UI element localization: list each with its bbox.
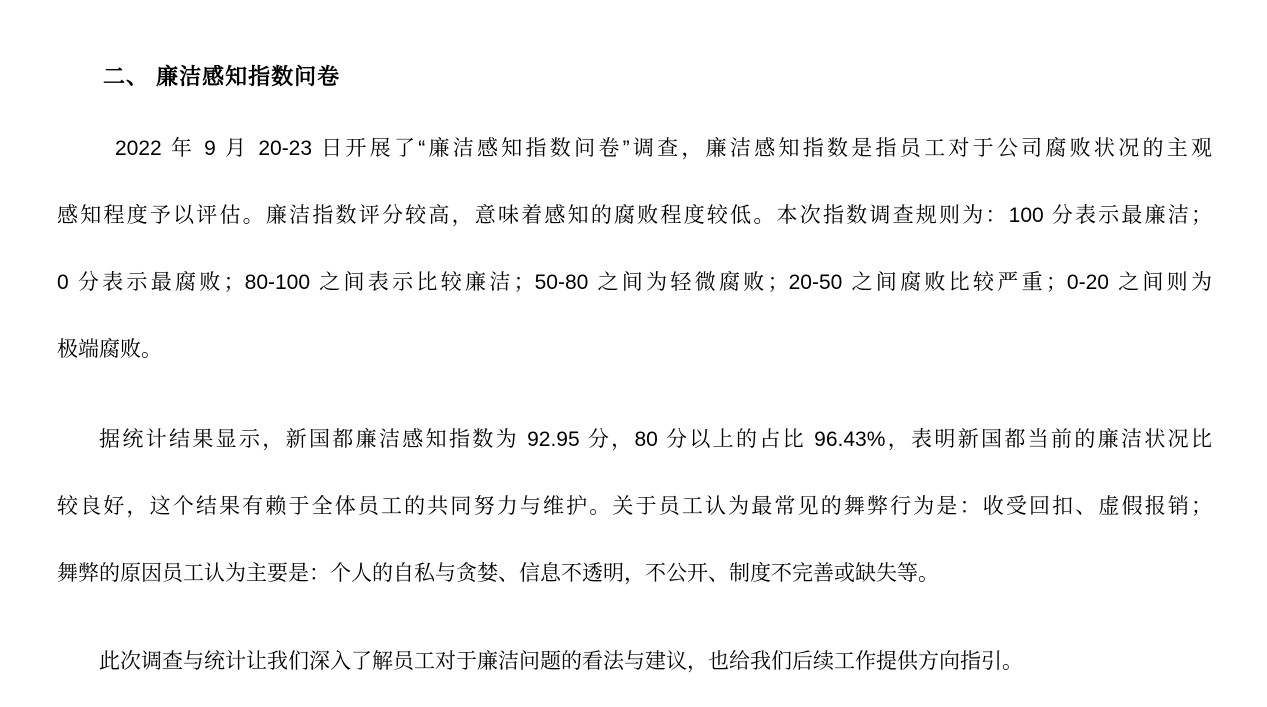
text-line: 较良好，这个结果有赖于全体员工的共同努力与维护。关于员工认为最常见的舞弊行为是：收受回扣、虚假报销； (57, 495, 1212, 518)
text-line: 此次调查与统计让我们深入了解员工对于廉洁问题的看法与建议，也给我们后续工作提供方向指引。 (99, 650, 1023, 673)
text-line: 据统计结果显示，新国都廉洁感知指数为 92.95 分，80 分以上的占比 96.43%，表明新国都当前的廉洁状况比 (99, 428, 1212, 451)
text-line: 极端腐败。 (57, 338, 162, 361)
text-line: 舞弊的原因员工认为主要是：个人的自私与贪婪、信息不透明，不公开、制度不完善或缺失等。 (57, 562, 939, 585)
text-line: 感知程度予以评估。廉洁指数评分较高，意味着感知的腐败程度较低。本次指数调查规则为：100 分表示最廉洁； (57, 204, 1212, 227)
text-line: 0 分表示最腐败；80-100 之间表示比较廉洁；50-80 之间为轻微腐败；20-50 之间腐败比较严重；0-20 之间则为 (57, 271, 1212, 294)
section-heading: 二、 廉洁感知指数问卷 (103, 64, 341, 89)
paragraph-conclusion (57, 628, 1212, 695)
paragraph-survey-results (57, 406, 1212, 607)
paragraph-index-rules (57, 115, 1212, 383)
text-line: 2022 年 9 月 20-23 日开展了“廉洁感知指数问卷”调查，廉洁感知指数是指员工对于公司腐败状况的主观 (115, 137, 1212, 160)
